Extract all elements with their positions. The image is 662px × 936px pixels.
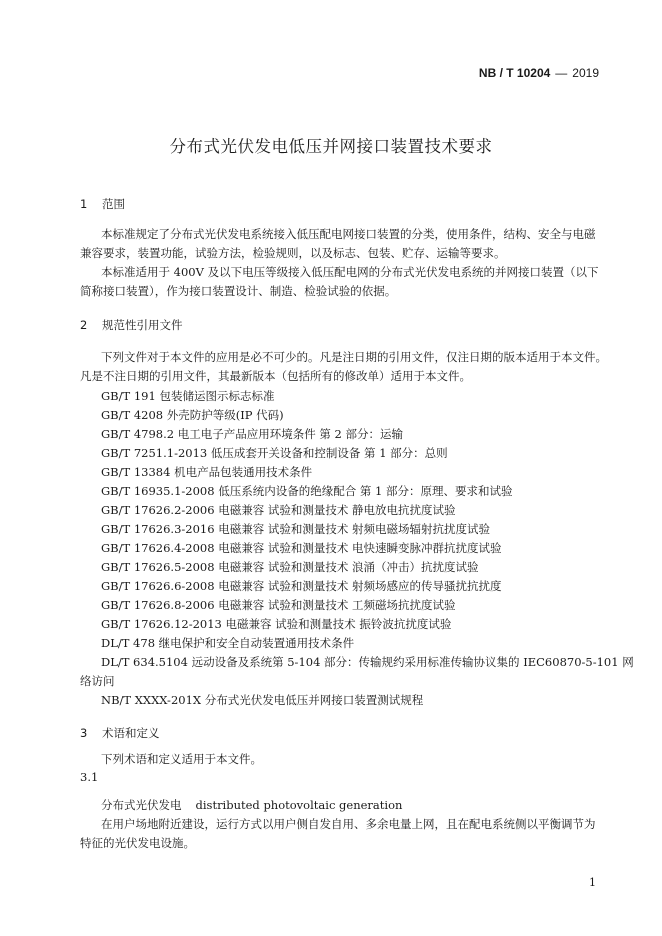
- document-title: 分布式光伏发电低压并网接口装置技术要求: [169, 137, 493, 156]
- reference-item: GB/T 17626.12-2013 电磁兼容 试验和测量技术 振铃波抗扰度试验: [101, 617, 452, 631]
- definition-line: 特征的光伏发电设施。: [80, 836, 195, 850]
- paragraph-line: 凡是不注日期的引用文件，其最新版本（包括所有的修改单）适用于本文件。: [80, 369, 471, 383]
- paragraph-line: 下列文件对于本文件的应用是必不可少的。凡是注日期的引用文件，仅注日期的版本适用于本文件。: [101, 350, 607, 364]
- reference-item: GB/T 17626.6-2008 电磁兼容 试验和测量技术 射频场感应的传导骚扰抗扰度: [101, 579, 502, 593]
- paragraph-line: 本标准适用于 400V 及以下电压等级接入低压配电网的分布式光伏发电系统的并网接口装置（以下: [101, 265, 599, 279]
- section-title: 术语和定义: [102, 726, 160, 740]
- section-number: 3: [80, 726, 88, 740]
- section-title: 规范性引用文件: [102, 318, 183, 332]
- paragraph-line: 兼容要求，装置功能，试验方法，检验规则，以及标志、包装、贮存、运输等要求。: [80, 246, 506, 260]
- section-number: 2: [80, 318, 88, 332]
- definition-line: 在用户场地附近建设，运行方式以用户侧自发自用、多余电量上网，且在配电系统侧以平衡调节为: [101, 817, 596, 831]
- section-3-heading: [80, 725, 160, 741]
- reference-item: GB/T 7251.1-2013 低压成套开关设备和控制设备 第 1 部分：总则: [101, 446, 448, 460]
- clause-number: 3.1: [80, 770, 99, 784]
- reference-item-continuation: 络访问: [80, 674, 115, 688]
- reference-item: GB/T 4798.2 电工电子产品应用环境条件 第 2 部分：运输: [101, 427, 404, 441]
- section-title: 范围: [102, 197, 125, 211]
- standard-year: 2019: [572, 66, 599, 80]
- reference-item: NB/T XXXX-201X 分布式光伏发电低压并网接口装置测试规程: [101, 693, 424, 707]
- standard-code-header: [479, 66, 599, 80]
- reference-item: GB/T 4208 外壳防护等级(IP 代码): [101, 408, 284, 422]
- standard-code: NB / T 10204: [478, 66, 551, 80]
- reference-item: GB/T 191 包装储运图示标志标准: [101, 389, 275, 403]
- reference-item: GB/T 17626.3-2016 电磁兼容 试验和测量技术 射频电磁场辐射抗扰度试验: [101, 522, 491, 536]
- reference-item: DL/T 634.5104 远动设备及系统第 5-104 部分：传输规约采用标准传输协议集的 IEC60870-5-101 网: [101, 655, 634, 669]
- page-number: 1: [589, 876, 596, 889]
- paragraph-line: 简称接口装置），作为接口装置设计、制造、检验试验的依据。: [80, 284, 397, 298]
- reference-item: GB/T 13384 机电产品包装通用技术条件: [101, 465, 313, 479]
- section-1-heading: [80, 196, 125, 212]
- section-number: 1: [80, 197, 88, 211]
- term-english: distributed photovoltaic generation: [195, 798, 403, 812]
- reference-item: GB/T 17626.5-2008 电磁兼容 试验和测量技术 浪涌（冲击）抗扰度试验: [101, 560, 479, 574]
- reference-item: GB/T 17626.2-2006 电磁兼容 试验和测量技术 静电放电抗扰度试验: [101, 503, 456, 517]
- paragraph-line: 本标准规定了分布式光伏发电系统接入低压配电网接口装置的分类，使用条件，结构、安全与电磁: [101, 227, 596, 241]
- section-2-heading: [80, 317, 183, 333]
- reference-item: GB/T 16935.1-2008 低压系统内设备的绝缘配合 第 1 部分：原理、要求和试验: [101, 484, 513, 498]
- term-entry: [101, 797, 402, 813]
- header-dash: —: [555, 66, 568, 80]
- reference-item: DL/T 478 继电保护和安全自动装置通用技术条件: [101, 636, 355, 650]
- reference-item: GB/T 17626.4-2008 电磁兼容 试验和测量技术 电快速瞬变脉冲群抗扰度试验: [101, 541, 502, 555]
- reference-item: GB/T 17626.8-2006 电磁兼容 试验和测量技术 工频磁场抗扰度试验: [101, 598, 456, 612]
- term-chinese: 分布式光伏发电: [101, 798, 182, 812]
- paragraph-line: 下列术语和定义适用于本文件。: [101, 752, 262, 766]
